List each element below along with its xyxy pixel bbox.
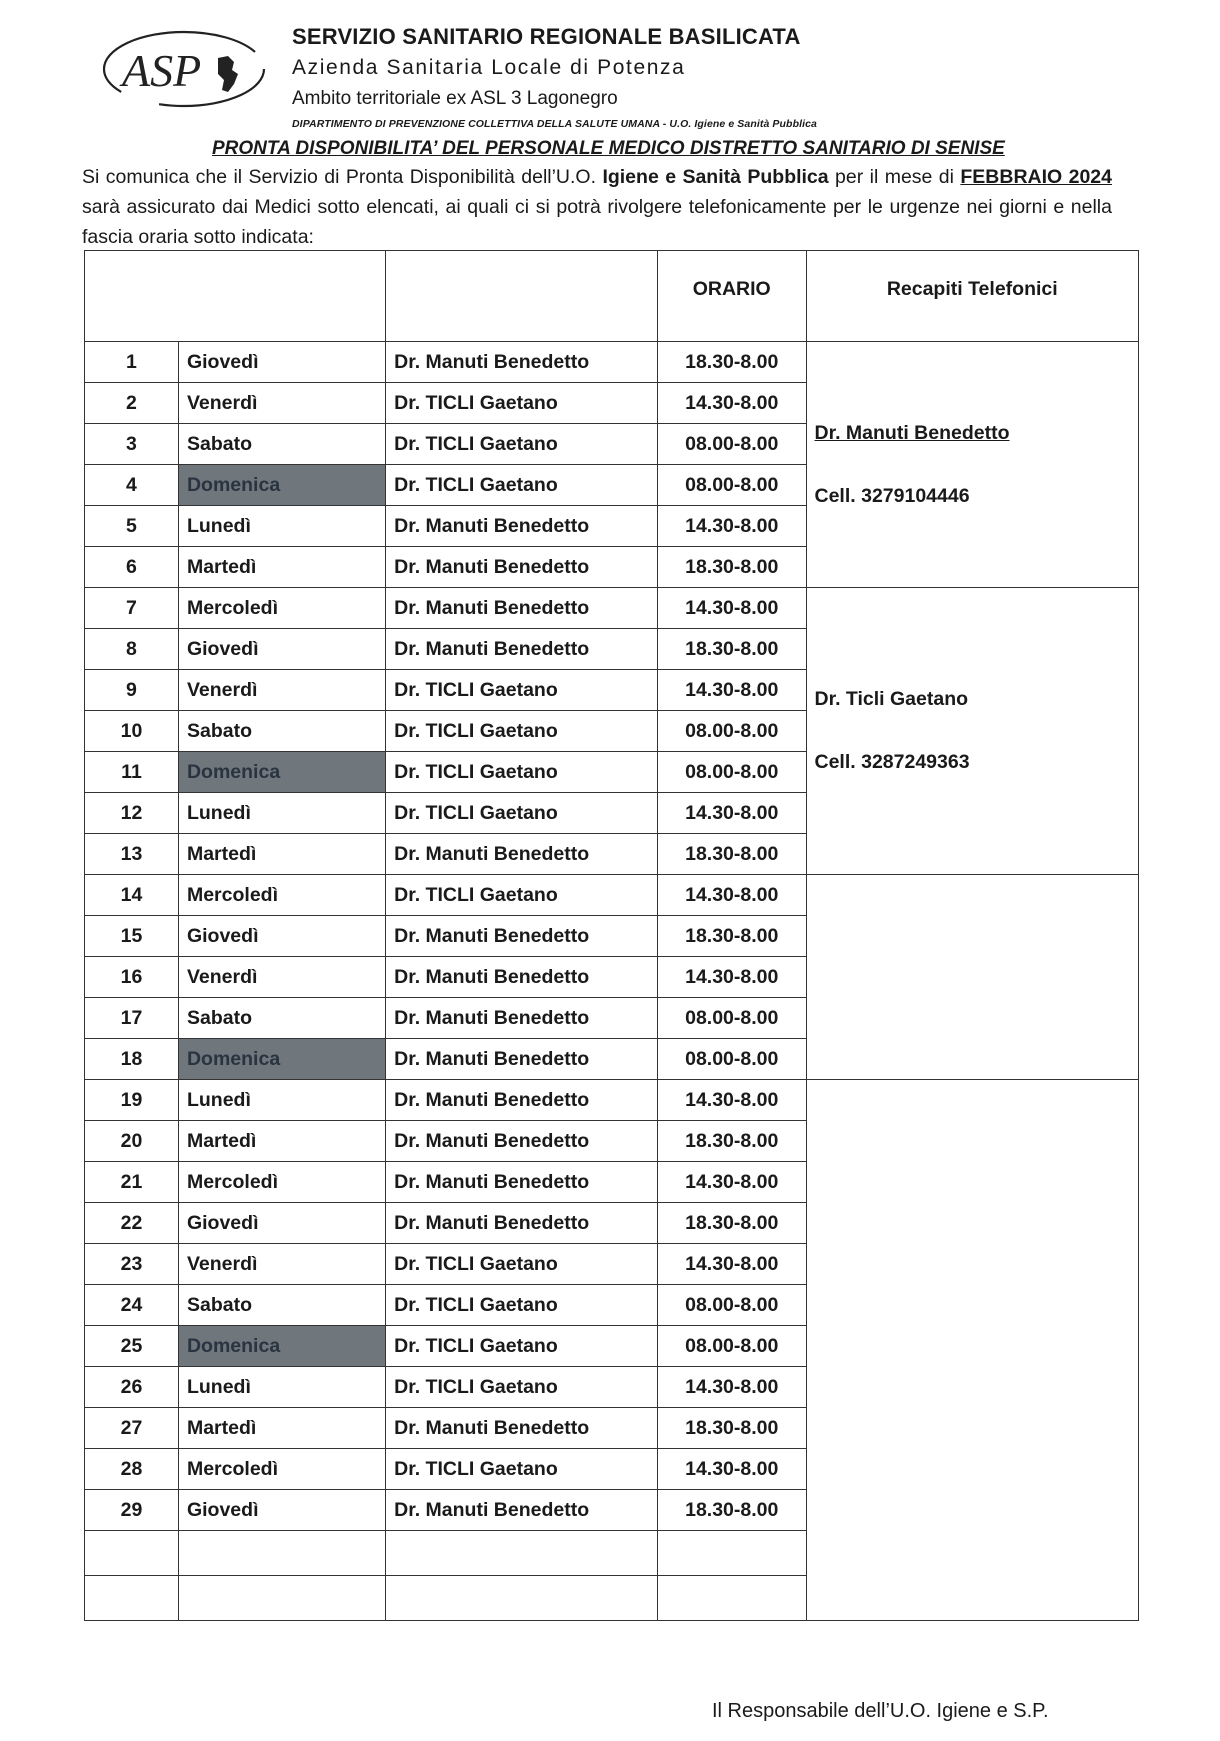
doctor-name: Dr. TICLI Gaetano	[386, 670, 658, 711]
empty-cell	[657, 1576, 806, 1621]
day-number: 24	[85, 1285, 179, 1326]
weekday: Giovedì	[178, 1203, 385, 1244]
doctor-name: Dr. TICLI Gaetano	[386, 711, 658, 752]
table-row	[85, 588, 1139, 629]
weekday: Venerdì	[178, 670, 385, 711]
weekday: Venerdì	[178, 1244, 385, 1285]
weekday: Giovedì	[178, 629, 385, 670]
logo-text: ASP	[122, 45, 202, 96]
day-number: 25	[85, 1326, 179, 1367]
time-slot: 14.30-8.00	[657, 1367, 806, 1408]
day-number: 22	[85, 1203, 179, 1244]
day-number: 16	[85, 957, 179, 998]
document-title: PRONTA DISPONIBILITA’ DEL PERSONALE MEDICO DISTRETTO SANITARIO DI SENISE	[212, 138, 1005, 159]
contact-name: Dr. Manuti Benedetto	[814, 421, 1010, 444]
weekday: Mercoledì	[178, 1162, 385, 1203]
day-number: 3	[85, 424, 179, 465]
header-line-3: Ambito territoriale ex ASL 3 Lagonegro	[292, 88, 618, 109]
weekday: Martedì	[178, 834, 385, 875]
day-number: 18	[85, 1039, 179, 1080]
empty-cell	[657, 1531, 806, 1576]
weekday: Martedì	[178, 1408, 385, 1449]
doctor-name: Dr. Manuti Benedetto	[386, 1121, 658, 1162]
header-department: DIPARTIMENTO DI PREVENZIONE COLLETTIVA DELLA SALUTE UMANA - U.O. Igiene e Sanità Pubblica	[292, 118, 817, 130]
day-number: 12	[85, 793, 179, 834]
weekday: Sabato	[178, 711, 385, 752]
basilicata-map-icon	[218, 56, 238, 92]
table-row	[85, 875, 1139, 916]
time-slot: 08.00-8.00	[657, 998, 806, 1039]
time-slot: 14.30-8.00	[657, 875, 806, 916]
doctor-name: Dr. Manuti Benedetto	[386, 957, 658, 998]
time-slot: 08.00-8.00	[657, 465, 806, 506]
doctor-name: Dr. Manuti Benedetto	[386, 1162, 658, 1203]
time-slot: 14.30-8.00	[657, 1080, 806, 1121]
time-slot: 18.30-8.00	[657, 1490, 806, 1531]
doctor-name: Dr. TICLI Gaetano	[386, 1449, 658, 1490]
weekday: Martedì	[178, 1121, 385, 1162]
weekday: Venerdì	[178, 957, 385, 998]
header-cell-blank	[85, 251, 386, 342]
time-slot: 08.00-8.00	[657, 1326, 806, 1367]
day-number: 13	[85, 834, 179, 875]
day-number: 5	[85, 506, 179, 547]
weekday: Sabato	[178, 998, 385, 1039]
doctor-name: Dr. TICLI Gaetano	[386, 1326, 658, 1367]
time-slot: 14.30-8.00	[657, 588, 806, 629]
contact-cell	[806, 588, 1139, 875]
weekday: Domenica	[178, 465, 385, 506]
time-slot: 08.00-8.00	[657, 711, 806, 752]
weekday: Giovedì	[178, 916, 385, 957]
day-number: 17	[85, 998, 179, 1039]
weekday: Martedì	[178, 547, 385, 588]
doctor-name: Dr. Manuti Benedetto	[386, 1408, 658, 1449]
time-slot: 14.30-8.00	[657, 383, 806, 424]
empty-cell	[85, 1531, 179, 1576]
day-number: 28	[85, 1449, 179, 1490]
doctor-name: Dr. TICLI Gaetano	[386, 793, 658, 834]
doctor-name: Dr. Manuti Benedetto	[386, 1080, 658, 1121]
time-slot: 14.30-8.00	[657, 793, 806, 834]
header-cell-blank-2	[386, 251, 658, 342]
weekday: Domenica	[178, 1326, 385, 1367]
contact-cell	[806, 342, 1139, 588]
day-number: 29	[85, 1490, 179, 1531]
intro-text-3: sarà assicurato dai Medici sotto elencati, ai quali ci si potrà rivolgere telefonicamente per le urgenze nei giorni e nella fascia oraria sotto indicata:	[82, 196, 1112, 248]
header-recapiti: Recapiti Telefonici	[806, 251, 1139, 342]
time-slot: 08.00-8.00	[657, 1285, 806, 1326]
day-number: 23	[85, 1244, 179, 1285]
day-number: 4	[85, 465, 179, 506]
day-number: 27	[85, 1408, 179, 1449]
doctor-name: Dr. TICLI Gaetano	[386, 1367, 658, 1408]
doctor-name: Dr. Manuti Benedetto	[386, 1490, 658, 1531]
day-number: 8	[85, 629, 179, 670]
signature-line: Il Responsabile dell’U.O. Igiene e S.P.	[712, 1700, 1049, 1722]
table-header-row	[85, 251, 1139, 342]
doctor-name: Dr. Manuti Benedetto	[386, 342, 658, 383]
time-slot: 18.30-8.00	[657, 1203, 806, 1244]
intro-text-2: per il mese di	[828, 166, 961, 188]
weekday: Mercoledì	[178, 1449, 385, 1490]
intro-text-1: Si comunica che il Servizio di Pronta Disponibilità dell’U.O.	[82, 166, 603, 188]
header-line-1: SERVIZIO SANITARIO REGIONALE BASILICATA	[292, 24, 801, 49]
doctor-name: Dr. TICLI Gaetano	[386, 424, 658, 465]
time-slot: 18.30-8.00	[657, 916, 806, 957]
table-row	[85, 342, 1139, 383]
weekday: Giovedì	[178, 342, 385, 383]
weekday: Sabato	[178, 424, 385, 465]
time-slot: 18.30-8.00	[657, 547, 806, 588]
doctor-name: Dr. Manuti Benedetto	[386, 916, 658, 957]
doctor-name: Dr. Manuti Benedetto	[386, 1203, 658, 1244]
day-number: 11	[85, 752, 179, 793]
intro-service-name: Igiene e Sanità Pubblica	[602, 166, 829, 188]
day-number: 7	[85, 588, 179, 629]
weekday: Lunedì	[178, 506, 385, 547]
schedule-table	[84, 250, 1139, 1621]
time-slot: 14.30-8.00	[657, 1449, 806, 1490]
asp-logo	[100, 28, 268, 110]
time-slot: 18.30-8.00	[657, 1121, 806, 1162]
time-slot: 14.30-8.00	[657, 1244, 806, 1285]
time-slot: 14.30-8.00	[657, 957, 806, 998]
time-slot: 14.30-8.00	[657, 1162, 806, 1203]
contact-phone: Cell. 3287249363	[814, 751, 970, 773]
contact-phone: Cell. 3279104446	[814, 484, 970, 507]
weekday: Mercoledì	[178, 588, 385, 629]
weekday: Domenica	[178, 1039, 385, 1080]
day-number: 1	[85, 342, 179, 383]
weekday: Mercoledì	[178, 875, 385, 916]
doctor-name: Dr. TICLI Gaetano	[386, 1285, 658, 1326]
weekday: Lunedì	[178, 1367, 385, 1408]
time-slot: 18.30-8.00	[657, 629, 806, 670]
header-line-2: Azienda Sanitaria Locale di Potenza	[292, 56, 686, 79]
doctor-name: Dr. TICLI Gaetano	[386, 875, 658, 916]
time-slot: 18.30-8.00	[657, 834, 806, 875]
doctor-name: Dr. TICLI Gaetano	[386, 1244, 658, 1285]
contact-cell	[806, 1080, 1139, 1621]
weekday: Lunedì	[178, 1080, 385, 1121]
time-slot: 08.00-8.00	[657, 752, 806, 793]
day-number: 9	[85, 670, 179, 711]
weekday: Domenica	[178, 752, 385, 793]
day-number: 6	[85, 547, 179, 588]
time-slot: 14.30-8.00	[657, 506, 806, 547]
weekday: Sabato	[178, 1285, 385, 1326]
time-slot: 18.30-8.00	[657, 342, 806, 383]
doctor-name: Dr. Manuti Benedetto	[386, 629, 658, 670]
time-slot: 18.30-8.00	[657, 1408, 806, 1449]
day-number: 14	[85, 875, 179, 916]
table-row	[85, 1080, 1139, 1121]
day-number: 15	[85, 916, 179, 957]
empty-cell	[178, 1531, 385, 1576]
time-slot: 08.00-8.00	[657, 424, 806, 465]
day-number: 20	[85, 1121, 179, 1162]
day-number: 26	[85, 1367, 179, 1408]
doctor-name: Dr. Manuti Benedetto	[386, 834, 658, 875]
contact-cell	[806, 875, 1139, 1080]
intro-month: FEBBRAIO 2024	[960, 166, 1112, 188]
day-number: 10	[85, 711, 179, 752]
doctor-name: Dr. Manuti Benedetto	[386, 588, 658, 629]
empty-cell	[178, 1576, 385, 1621]
doctor-name: Dr. Manuti Benedetto	[386, 506, 658, 547]
weekday: Venerdì	[178, 383, 385, 424]
time-slot: 08.00-8.00	[657, 1039, 806, 1080]
day-number: 21	[85, 1162, 179, 1203]
contact-name: Dr. Ticli Gaetano	[814, 688, 969, 710]
time-slot: 14.30-8.00	[657, 670, 806, 711]
doctor-name: Dr. TICLI Gaetano	[386, 465, 658, 506]
doctor-name: Dr. Manuti Benedetto	[386, 547, 658, 588]
empty-cell	[386, 1531, 658, 1576]
intro-paragraph	[82, 162, 1112, 252]
doctor-name: Dr. TICLI Gaetano	[386, 383, 658, 424]
doctor-name: Dr. Manuti Benedetto	[386, 998, 658, 1039]
empty-cell	[85, 1576, 179, 1621]
weekday: Giovedì	[178, 1490, 385, 1531]
empty-cell	[386, 1576, 658, 1621]
day-number: 2	[85, 383, 179, 424]
header-orario: ORARIO	[657, 251, 806, 342]
day-number: 19	[85, 1080, 179, 1121]
doctor-name: Dr. Manuti Benedetto	[386, 1039, 658, 1080]
weekday: Lunedì	[178, 793, 385, 834]
doctor-name: Dr. TICLI Gaetano	[386, 752, 658, 793]
